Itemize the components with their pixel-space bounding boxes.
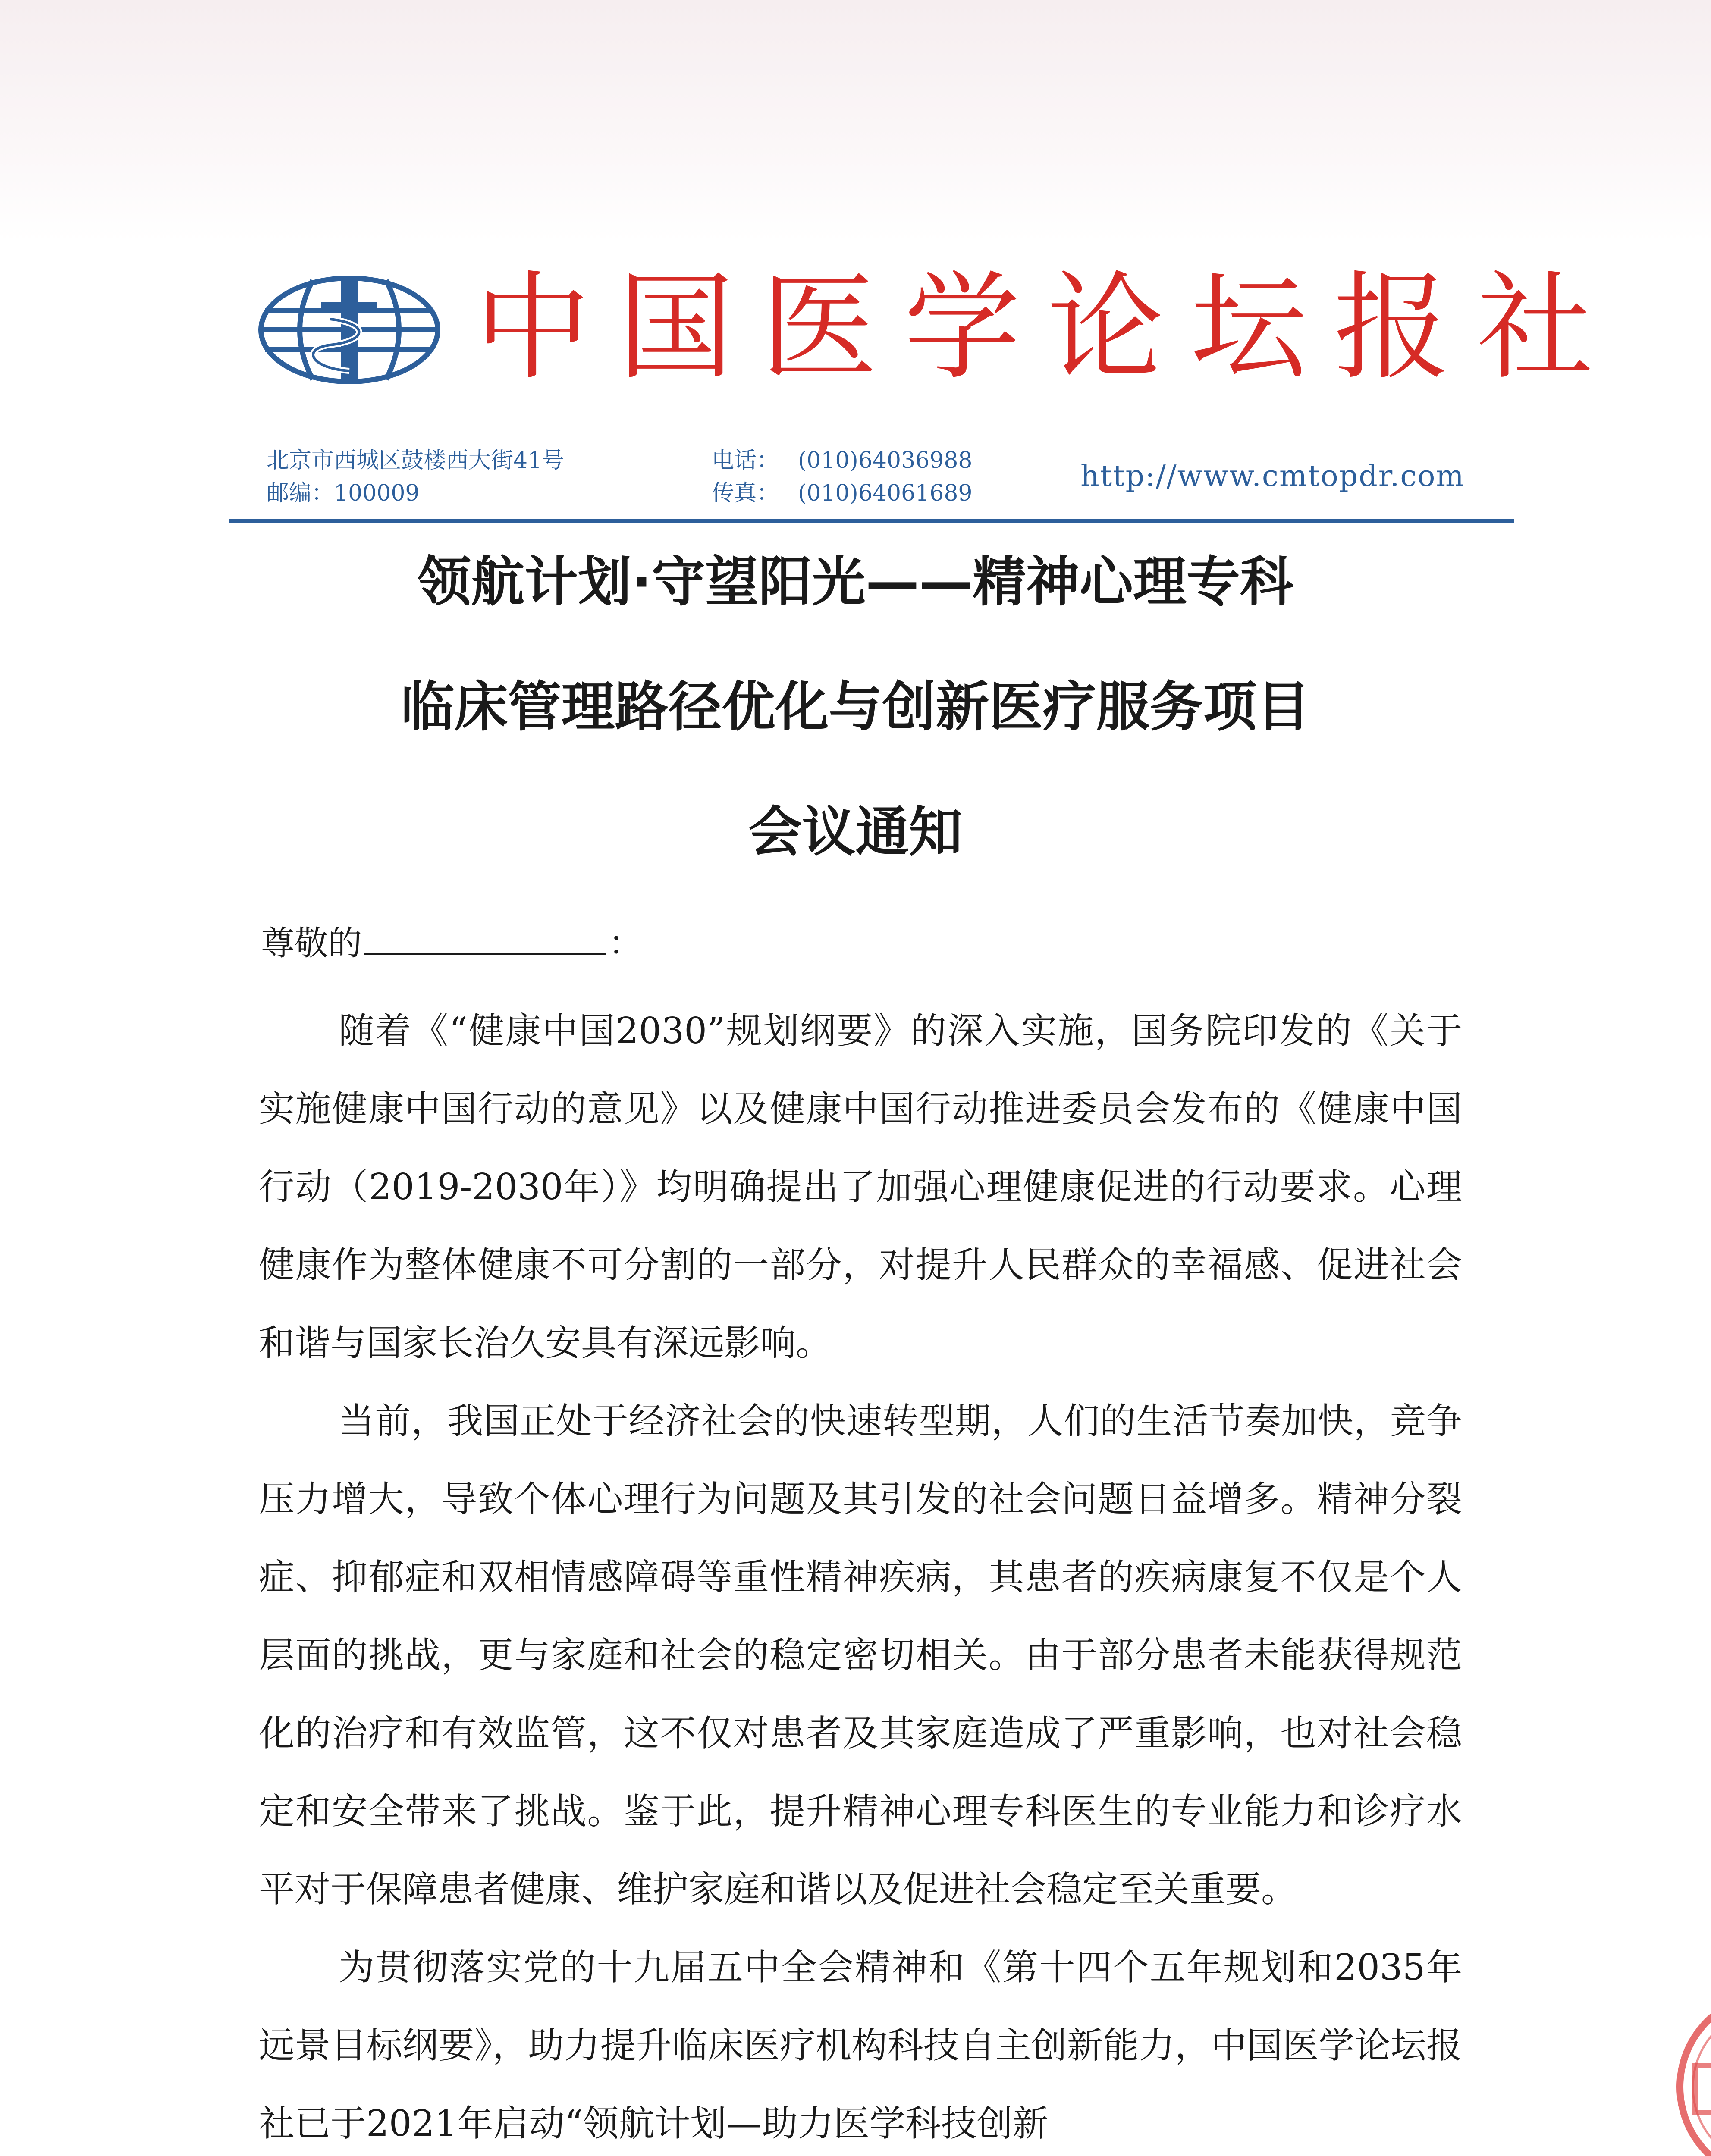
page-top-tint	[0, 0, 1711, 241]
fax-label: 传真：	[712, 480, 779, 506]
recipient-blank	[364, 914, 606, 955]
body-paragraph-3: 为贯彻落实党的十九届五中全会精神和《第十四个五年规划和2035年远景目标纲要》，助力提升临床医疗机构科技自主创新能力，中国医学论坛报社已于2021年启动“领航计划—助力医学科技创新	[259, 1946, 1462, 2144]
phone-label: 电话：	[712, 448, 779, 473]
org-logo-globe-icon	[257, 272, 442, 388]
body-paragraph-1: 随着《“健康中国2030”规划纲要》的深入实施，国务院印发的《关于实施健康中国行动的意见》以及健康中国行动推进委员会发布的《健康中国行动（2019-2030年）》均明确提出了加强心理健康促进的行动要求。心理健康作为整体健康不可分割的一部分，对提升人民群众的幸福感、促进社会和谐与国家长治久安具有深远影响。	[259, 1010, 1462, 1364]
title-line-1: 领航计划·守望阳光——精神心理专科	[417, 551, 1294, 613]
salutation-prefix: 尊敬的	[261, 924, 362, 963]
address-line: 北京市西城区鼓楼西大街41号	[267, 448, 565, 473]
contact-block	[712, 444, 973, 510]
fax-value: (010)64061689	[798, 480, 973, 506]
org-name: 中国医学论坛报社	[474, 260, 1620, 395]
salutation-suffix: ：	[609, 924, 643, 963]
postcode-line: 邮编：100009	[267, 480, 420, 506]
phone-value: (010)64036988	[798, 448, 973, 473]
fax-line	[712, 477, 973, 510]
letter-body	[259, 992, 1462, 2156]
website-url: http://www.cmtopdr.com	[1080, 459, 1465, 493]
phone-line	[712, 444, 973, 477]
address-block	[267, 444, 564, 510]
body-paragraph-2: 当前，我国正处于经济社会的快速转型期，人们的生活节奏加快，竞争压力增大，导致个体心理行为问题及其引发的社会问题日益增多。精神分裂症、抑郁症和双相情感障碍等重性精神疾病，其患者的疾病康复不仅是个人层面的挑战，更与家庭和社会的稳定密切相关。由于部分患者未能获得规范化的治疗和有效监管，这不仅对患者及其家庭造成了严重影响，也对社会稳定和安全带来了挑战。鉴于此，提升精神心理专科医生的专业能力和诊疗水平对于保障患者健康、维护家庭和谐以及促进社会稳定至关重要。	[259, 1400, 1462, 1910]
salutation	[261, 914, 642, 969]
title-line-3: 会议通知	[748, 801, 963, 863]
header-divider	[229, 519, 1514, 523]
title-line-2: 临床管理路径优化与创新医疗服务项目	[401, 676, 1310, 738]
red-seal-stamp-icon	[1669, 1984, 1711, 2156]
